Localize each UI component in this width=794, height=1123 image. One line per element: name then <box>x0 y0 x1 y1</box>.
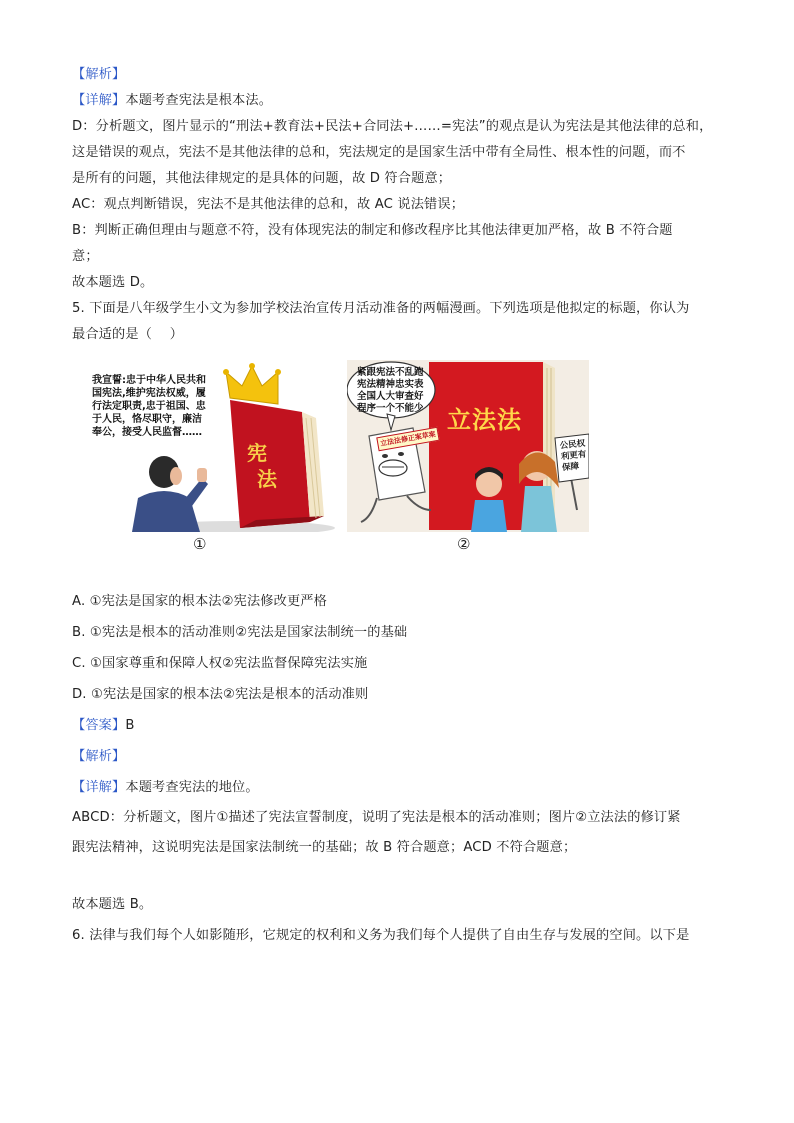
line-top-5: AC：观点判断错误，宪法不是其他法律的总和，故 AC 说法错误； <box>72 197 465 212</box>
option-a: A. ①宪法是国家的根本法②宪法修改更严格 <box>72 594 327 609</box>
conclusion-line: 故本题选 B。 <box>72 897 153 912</box>
line-top-2: D：分析题文，图片显示的“刑法+教育法+民法+合同法+……=宪法”的观点是认为宪法是其他法律的总和， <box>72 119 713 134</box>
cartoon-2-sign-text: 公民权 利更有 保障 <box>559 438 587 474</box>
cartoon-figures <box>72 360 722 556</box>
question-5-stem: 5. 下面是八年级学生小文为参加学校法治宣传月活动准备的两幅漫画。下列选项是他拟定的标题，你认为 <box>72 301 690 316</box>
line-top-0: 【解析】 <box>72 67 126 82</box>
question-6-stem: 6. 法律与我们每个人如影随形，它规定的权利和义务为我们每个人提供了自由生存与发展的空间。以下是 <box>72 928 690 943</box>
line-top-7: 意； <box>72 249 99 264</box>
cartoon-2-book-title: 立法法 <box>447 406 522 434</box>
analysis-block-top <box>72 62 722 348</box>
line-top-1: 【详解】本题考查宪法是根本法。 <box>72 93 273 108</box>
cartoon-1 <box>80 360 336 532</box>
document-page <box>72 62 722 951</box>
answer-options <box>72 586 722 710</box>
option-c: C. ①国家尊重和保障人权②宪法监督保障宪法实施 <box>72 656 368 671</box>
cartoon-1-caption: ① <box>193 535 207 553</box>
cartoon-2-speech-text: 紧跟宪法不乱跑 宪法精神忠实表 全国人大审查好 程序一个不能少 <box>357 367 424 414</box>
cartoon-2-paper-label: 立法法修正案草案 <box>376 427 439 452</box>
cartoon-1-book-title: 宪 法 <box>247 441 277 491</box>
cartoon-1-oath-text: 我宣誓:忠于中华人民共和 国宪法,维护宪法权威，履 行法定职责,忠于祖国、忠 于人民，恪尽职守，廉洁 奉公，接受人民监督…… <box>92 375 206 438</box>
answer-line: 【答案】B <box>72 718 135 733</box>
explanation-line-2: 跟宪法精神，这说明宪法是国家法制统一的基础；故 B 符合题意；ACD 不符合题意； <box>72 840 577 855</box>
cartoon-2 <box>347 360 589 532</box>
option-b: B. ①宪法是根本的活动准则②宪法是国家法制统一的基础 <box>72 625 408 640</box>
line-top-8: 故本题选 D。 <box>72 275 154 290</box>
analysis-block-bottom <box>72 710 722 951</box>
spacer <box>72 863 722 889</box>
explanation-line-1: ABCD：分析题文，图片①描述了宪法宣誓制度，说明了宪法是根本的活动准则；图片②立法法的修订紧 <box>72 810 681 825</box>
option-d: D. ①宪法是国家的根本法②宪法是根本的活动准则 <box>72 687 369 702</box>
analysis-heading: 【解析】 <box>72 749 126 764</box>
line-top-4: 是所有的问题，其他法律规定的是具体的问题，故 D 符合题意； <box>72 171 452 186</box>
cartoon-2-caption: ② <box>457 535 471 553</box>
line-top-6: B：判断正确但理由与题意不符，没有体现宪法的制定和修改程序比其他法律更加严格，故 B 不符合题 <box>72 223 673 238</box>
detail-line: 【详解】本题考查宪法的地位。 <box>72 780 259 795</box>
line-top-3: 这是错误的观点，宪法不是其他法律的总和，宪法规定的是国家生活中带有全局性、根本性的问题，而不 <box>72 145 686 160</box>
question-5-stem-cont: 最合适的是（ ） <box>72 327 184 342</box>
